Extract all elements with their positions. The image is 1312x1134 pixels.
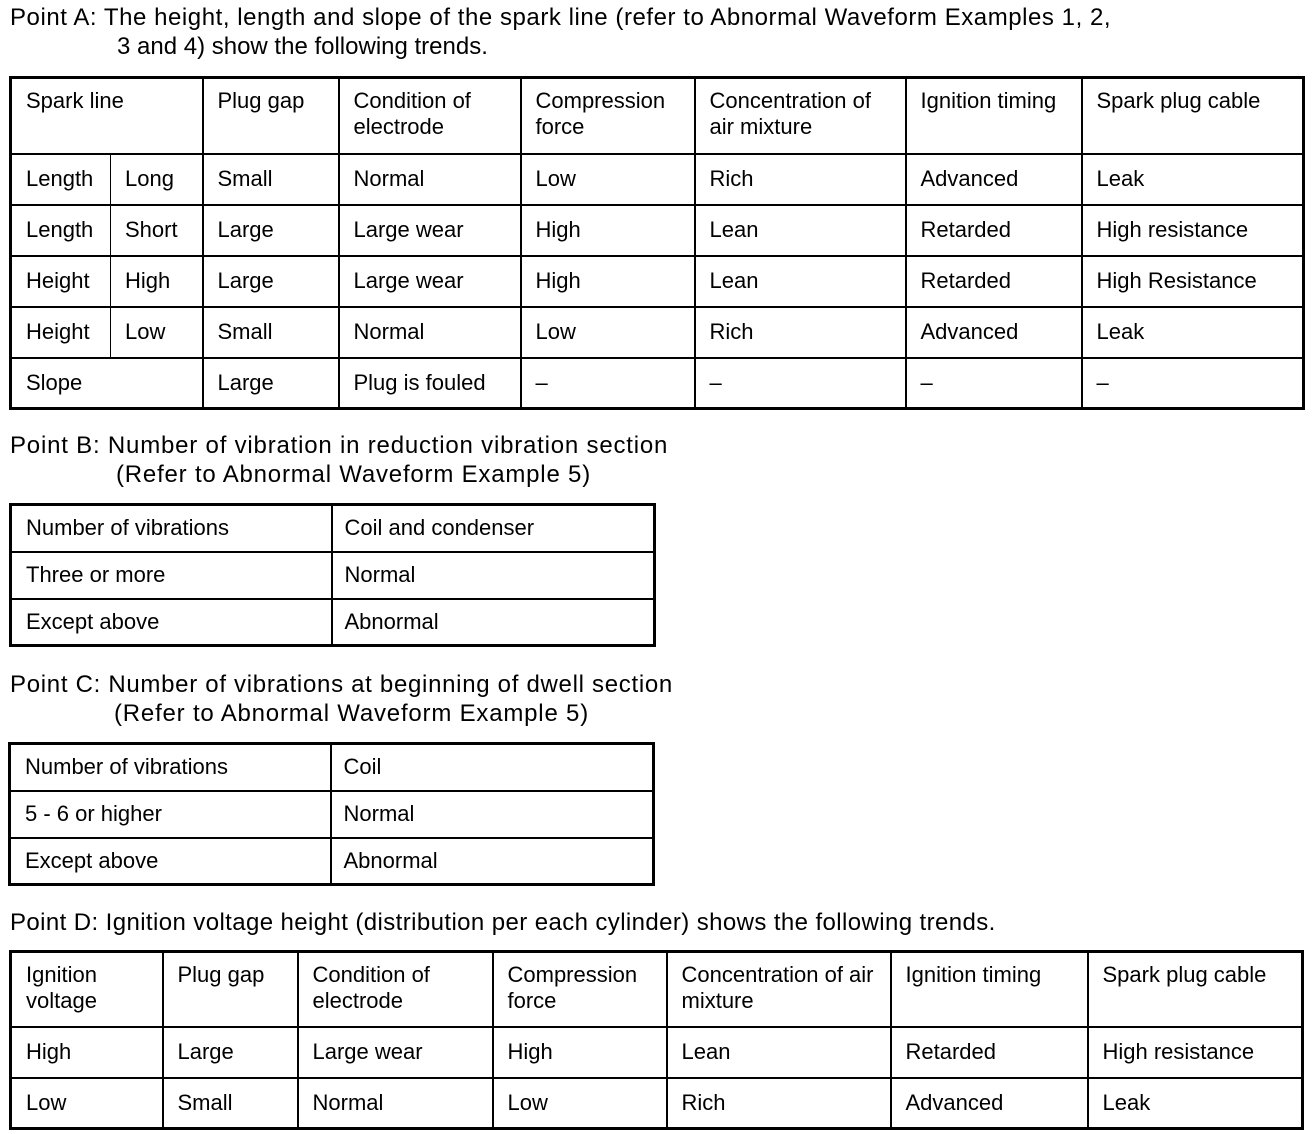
table-cell: Long — [111, 154, 203, 205]
table-cell: Advanced — [906, 307, 1082, 358]
header-compression-force: Compression force — [521, 78, 695, 154]
table-row — [11, 1078, 1303, 1129]
point-b-heading-line1: Point B: Number of vibration in reduction vibration section — [10, 432, 669, 459]
table-cell: Short — [111, 205, 203, 256]
table-cell: High — [11, 1027, 163, 1078]
table-cell: Large wear — [339, 256, 521, 307]
point-b-heading — [10, 431, 790, 489]
table-cell: High — [521, 205, 695, 256]
table-cell: Height — [11, 256, 111, 307]
table-cell: Low — [521, 307, 695, 358]
table-cell: Large — [163, 1027, 298, 1078]
table-cell: Except above — [11, 599, 332, 646]
table-cell: High — [111, 256, 203, 307]
table-row — [11, 307, 1304, 358]
point-d-heading-line1: Point D: Ignition voltage height (distribution per each cylinder) shows the following trends. — [10, 909, 996, 936]
point-c-heading-line2: (Refer to Abnormal Waveform Example 5) — [114, 700, 589, 727]
table-cell: Rich — [695, 154, 906, 205]
table-cell: Low — [111, 307, 203, 358]
spark-line-table — [9, 76, 1305, 410]
table-cell: 5 - 6 or higher — [10, 791, 331, 838]
point-d-heading — [10, 908, 1210, 937]
table-row — [10, 744, 654, 791]
reduction-vibration-table — [9, 503, 656, 647]
table-cell: Low — [11, 1078, 163, 1129]
table-cell: Normal — [332, 552, 655, 599]
header-spark-line: Spark line — [11, 78, 203, 154]
table-row — [10, 791, 654, 838]
point-a-heading-line1: Point A: The height, length and slope of the spark line (refer to Abnormal Waveform Examples 1, 2, — [10, 4, 1112, 31]
spark-line-header-row — [11, 78, 1304, 154]
table-cell: Slope — [11, 358, 203, 409]
table-row — [11, 256, 1304, 307]
table-cell: Rich — [695, 307, 906, 358]
table-cell: – — [695, 358, 906, 409]
table-cell: Normal — [339, 307, 521, 358]
table-cell: High — [493, 1027, 667, 1078]
table-cell: Three or more — [11, 552, 332, 599]
table-cell: Rich — [667, 1078, 891, 1129]
table-cell: Abnormal — [332, 599, 655, 646]
header-spark-plug-cable: Spark plug cable — [1088, 952, 1303, 1027]
table-cell: Large — [203, 358, 339, 409]
header-coil: Coil — [331, 744, 654, 791]
ignition-voltage-table — [9, 950, 1304, 1130]
table-cell: Lean — [695, 256, 906, 307]
header-concentration-of-air-mixture: Concentration of air mixture — [695, 78, 906, 154]
table-cell: Length — [11, 205, 111, 256]
table-row — [11, 358, 1304, 409]
table-cell: High — [521, 256, 695, 307]
table-row — [11, 154, 1304, 205]
table-row — [11, 1027, 1303, 1078]
header-plug-gap: Plug gap — [163, 952, 298, 1027]
header-plug-gap: Plug gap — [203, 78, 339, 154]
table-cell: Plug is fouled — [339, 358, 521, 409]
header-ignition-timing: Ignition timing — [891, 952, 1088, 1027]
table-cell: Abnormal — [331, 838, 654, 885]
table-cell: Lean — [667, 1027, 891, 1078]
table-cell: High Resistance — [1082, 256, 1304, 307]
header-condition-of-electrode: Condition of electrode — [339, 78, 521, 154]
table-cell: Normal — [298, 1078, 493, 1129]
table-cell: Retarded — [906, 205, 1082, 256]
table-cell: Height — [11, 307, 111, 358]
table-cell: Large — [203, 205, 339, 256]
table-cell: – — [906, 358, 1082, 409]
header-ignition-timing: Ignition timing — [906, 78, 1082, 154]
ignition-header-row — [11, 952, 1303, 1027]
table-cell: Lean — [695, 205, 906, 256]
table-cell: Leak — [1082, 307, 1304, 358]
table-row — [11, 552, 655, 599]
table-row — [11, 599, 655, 646]
table-cell: Advanced — [906, 154, 1082, 205]
table-cell: Small — [163, 1078, 298, 1129]
header-number-of-vibrations: Number of vibrations — [11, 505, 332, 552]
header-spark-plug-cable: Spark plug cable — [1082, 78, 1304, 154]
table-cell: Leak — [1088, 1078, 1303, 1129]
table-cell: Normal — [339, 154, 521, 205]
table-cell: Normal — [331, 791, 654, 838]
header-number-of-vibrations: Number of vibrations — [10, 744, 331, 791]
point-a-heading — [10, 3, 1310, 61]
table-row — [11, 205, 1304, 256]
point-a-heading-line2: 3 and 4) show the following trends. — [117, 33, 488, 60]
table-cell: Except above — [10, 838, 331, 885]
header-concentration-of-air-mixture: Concentration of air mixture — [667, 952, 891, 1027]
table-cell: Retarded — [906, 256, 1082, 307]
table-cell: High resistance — [1088, 1027, 1303, 1078]
table-row — [10, 838, 654, 885]
table-cell: High resistance — [1082, 205, 1304, 256]
table-cell: Advanced — [891, 1078, 1088, 1129]
table-cell: Small — [203, 154, 339, 205]
dwell-vibration-table — [8, 742, 655, 886]
table-cell: – — [1082, 358, 1304, 409]
table-cell: Large wear — [339, 205, 521, 256]
header-coil-and-condenser: Coil and condenser — [332, 505, 655, 552]
table-cell: Large — [203, 256, 339, 307]
point-c-heading — [10, 670, 800, 728]
table-row — [11, 505, 655, 552]
table-cell: Low — [521, 154, 695, 205]
header-compression-force: Compression force — [493, 952, 667, 1027]
table-cell: Leak — [1082, 154, 1304, 205]
table-cell: – — [521, 358, 695, 409]
point-b-heading-line2: (Refer to Abnormal Waveform Example 5) — [116, 461, 591, 488]
table-cell: Low — [493, 1078, 667, 1129]
header-ignition-voltage: Ignition voltage — [11, 952, 163, 1027]
table-cell: Small — [203, 307, 339, 358]
header-condition-of-electrode: Condition of electrode — [298, 952, 493, 1027]
table-cell: Retarded — [891, 1027, 1088, 1078]
point-c-heading-line1: Point C: Number of vibrations at beginning of dwell section — [10, 671, 673, 698]
table-cell: Length — [11, 154, 111, 205]
table-cell: Large wear — [298, 1027, 493, 1078]
